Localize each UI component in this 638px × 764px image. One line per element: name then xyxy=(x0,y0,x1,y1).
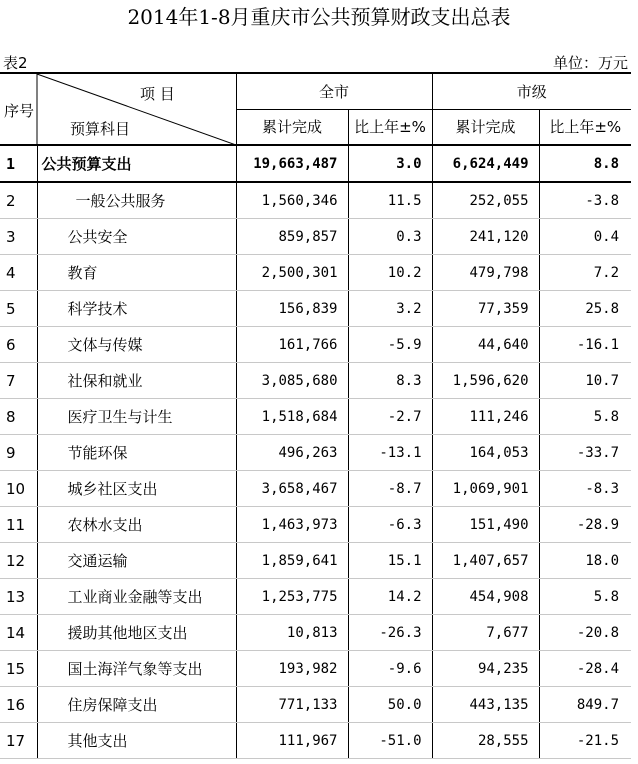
row-city-yoy: 11.5 xyxy=(348,182,432,219)
table-row xyxy=(0,507,631,543)
row-level-cumulative: 6,624,449 xyxy=(432,145,539,182)
table-row xyxy=(0,399,631,435)
row-subject: 国土海洋气象等支出 xyxy=(37,651,236,687)
header-city-yoy: 比上年±% xyxy=(348,109,432,145)
row-number: 11 xyxy=(0,507,37,543)
row-number: 3 xyxy=(0,219,37,255)
row-subject: 医疗卫生与计生 xyxy=(37,399,236,435)
row-city-yoy: 3.0 xyxy=(348,145,432,182)
row-level-yoy: 849.7 xyxy=(539,687,631,723)
row-number: 1 xyxy=(0,145,37,182)
row-city-yoy: 50.0 xyxy=(348,687,432,723)
table-label: 表2 xyxy=(3,54,28,72)
row-level-cumulative: 94,235 xyxy=(432,651,539,687)
row-level-yoy: -20.8 xyxy=(539,615,631,651)
row-number: 14 xyxy=(0,615,37,651)
row-level-yoy: -16.1 xyxy=(539,327,631,363)
row-city-cumulative: 10,813 xyxy=(236,615,348,651)
row-city-cumulative: 161,766 xyxy=(236,327,348,363)
page-title: 2014年1-8月重庆市公共预算财政支出总表 xyxy=(127,5,511,29)
table-row xyxy=(0,327,631,363)
row-number: 17 xyxy=(0,723,37,759)
row-city-yoy: 10.2 xyxy=(348,255,432,291)
table-row xyxy=(0,435,631,471)
row-city-yoy: 8.3 xyxy=(348,363,432,399)
row-level-cumulative: 1,407,657 xyxy=(432,543,539,579)
row-city-yoy: -26.3 xyxy=(348,615,432,651)
row-level-cumulative: 151,490 xyxy=(432,507,539,543)
row-city-cumulative: 193,982 xyxy=(236,651,348,687)
header-budget-subject: 预算科目 xyxy=(70,120,131,138)
row-level-cumulative: 241,120 xyxy=(432,219,539,255)
table-row xyxy=(0,471,631,507)
row-level-cumulative: 443,135 xyxy=(432,687,539,723)
row-city-cumulative: 1,463,973 xyxy=(236,507,348,543)
row-subject: 节能环保 xyxy=(37,435,236,471)
budget-expenditure-table xyxy=(0,72,631,759)
unit-label: 单位：万元 xyxy=(552,54,628,72)
table-row xyxy=(0,543,631,579)
row-subject: 农林水支出 xyxy=(37,507,236,543)
row-level-yoy: -33.7 xyxy=(539,435,631,471)
row-level-yoy: 10.7 xyxy=(539,363,631,399)
header-seq: 序号 xyxy=(4,102,35,120)
table-row xyxy=(0,687,631,723)
row-level-cumulative: 28,555 xyxy=(432,723,539,759)
row-city-yoy: -13.1 xyxy=(348,435,432,471)
row-city-cumulative: 771,133 xyxy=(236,687,348,723)
row-subject: 住房保障支出 xyxy=(37,687,236,723)
row-city-cumulative: 1,560,346 xyxy=(236,182,348,219)
table-row xyxy=(0,291,631,327)
header-city-level: 市级 xyxy=(432,73,631,109)
header-city-cumulative: 累计完成 xyxy=(236,109,348,145)
row-number: 13 xyxy=(0,579,37,615)
row-number: 7 xyxy=(0,363,37,399)
row-city-yoy: -51.0 xyxy=(348,723,432,759)
table-row xyxy=(0,615,631,651)
row-subject: 工业商业金融等支出 xyxy=(37,579,236,615)
row-subject: 科学技术 xyxy=(37,291,236,327)
row-number: 5 xyxy=(0,291,37,327)
table-row xyxy=(0,363,631,399)
row-subject: 社保和就业 xyxy=(37,363,236,399)
row-city-yoy: -9.6 xyxy=(348,651,432,687)
row-subject: 文体与传媒 xyxy=(37,327,236,363)
row-subject: 援助其他地区支出 xyxy=(37,615,236,651)
row-city-cumulative: 3,085,680 xyxy=(236,363,348,399)
row-subject: 公共预算支出 xyxy=(37,145,236,182)
row-number: 2 xyxy=(0,182,37,219)
row-level-yoy: 18.0 xyxy=(539,543,631,579)
row-level-yoy: -21.5 xyxy=(539,723,631,759)
header-city-all: 全市 xyxy=(236,73,432,109)
row-city-cumulative: 1,518,684 xyxy=(236,399,348,435)
row-level-cumulative: 479,798 xyxy=(432,255,539,291)
row-level-cumulative: 1,596,620 xyxy=(432,363,539,399)
row-city-yoy: 14.2 xyxy=(348,579,432,615)
header-level-yoy: 比上年±% xyxy=(539,109,631,145)
table-row xyxy=(0,145,631,182)
row-level-yoy: -8.3 xyxy=(539,471,631,507)
row-city-yoy: -6.3 xyxy=(348,507,432,543)
row-number: 15 xyxy=(0,651,37,687)
table-row xyxy=(0,723,631,759)
row-level-yoy: 7.2 xyxy=(539,255,631,291)
row-level-cumulative: 44,640 xyxy=(432,327,539,363)
row-number: 12 xyxy=(0,543,37,579)
row-city-yoy: 3.2 xyxy=(348,291,432,327)
row-level-yoy: 25.8 xyxy=(539,291,631,327)
row-city-cumulative: 859,857 xyxy=(236,219,348,255)
row-city-cumulative: 3,658,467 xyxy=(236,471,348,507)
row-city-cumulative: 19,663,487 xyxy=(236,145,348,182)
row-subject: 教育 xyxy=(37,255,236,291)
row-level-yoy: 5.8 xyxy=(539,579,631,615)
row-city-yoy: 0.3 xyxy=(348,219,432,255)
table-row xyxy=(0,219,631,255)
header-row-1 xyxy=(0,73,631,109)
row-city-cumulative: 496,263 xyxy=(236,435,348,471)
row-city-yoy: -8.7 xyxy=(348,471,432,507)
row-level-yoy: -28.9 xyxy=(539,507,631,543)
row-level-cumulative: 252,055 xyxy=(432,182,539,219)
row-subject: 公共安全 xyxy=(37,219,236,255)
table-row xyxy=(0,579,631,615)
row-number: 4 xyxy=(0,255,37,291)
row-number: 6 xyxy=(0,327,37,363)
row-subject: 其他支出 xyxy=(37,723,236,759)
table-row xyxy=(0,651,631,687)
row-level-cumulative: 111,246 xyxy=(432,399,539,435)
row-level-cumulative: 454,908 xyxy=(432,579,539,615)
table-row xyxy=(0,182,631,219)
row-level-yoy: 0.4 xyxy=(539,219,631,255)
header-item: 项 目 xyxy=(140,85,175,103)
row-level-yoy: -28.4 xyxy=(539,651,631,687)
row-city-cumulative: 1,253,775 xyxy=(236,579,348,615)
row-city-yoy: -5.9 xyxy=(348,327,432,363)
row-level-yoy: 5.8 xyxy=(539,399,631,435)
header-level-cumulative: 累计完成 xyxy=(432,109,539,145)
row-number: 8 xyxy=(0,399,37,435)
row-level-yoy: -3.8 xyxy=(539,182,631,219)
row-city-cumulative: 2,500,301 xyxy=(236,255,348,291)
row-level-yoy: 8.8 xyxy=(539,145,631,182)
row-level-cumulative: 77,359 xyxy=(432,291,539,327)
row-level-cumulative: 1,069,901 xyxy=(432,471,539,507)
row-city-yoy: 15.1 xyxy=(348,543,432,579)
row-city-yoy: -2.7 xyxy=(348,399,432,435)
row-city-cumulative: 111,967 xyxy=(236,723,348,759)
row-subject: 交通运输 xyxy=(37,543,236,579)
header-diagonal-cell xyxy=(0,73,236,145)
row-city-cumulative: 156,839 xyxy=(236,291,348,327)
row-level-cumulative: 7,677 xyxy=(432,615,539,651)
row-city-cumulative: 1,859,641 xyxy=(236,543,348,579)
row-subject: 城乡社区支出 xyxy=(37,471,236,507)
row-number: 16 xyxy=(0,687,37,723)
row-subject: 一般公共服务 xyxy=(37,182,236,219)
table-row xyxy=(0,255,631,291)
row-number: 10 xyxy=(0,471,37,507)
row-number: 9 xyxy=(0,435,37,471)
row-level-cumulative: 164,053 xyxy=(432,435,539,471)
